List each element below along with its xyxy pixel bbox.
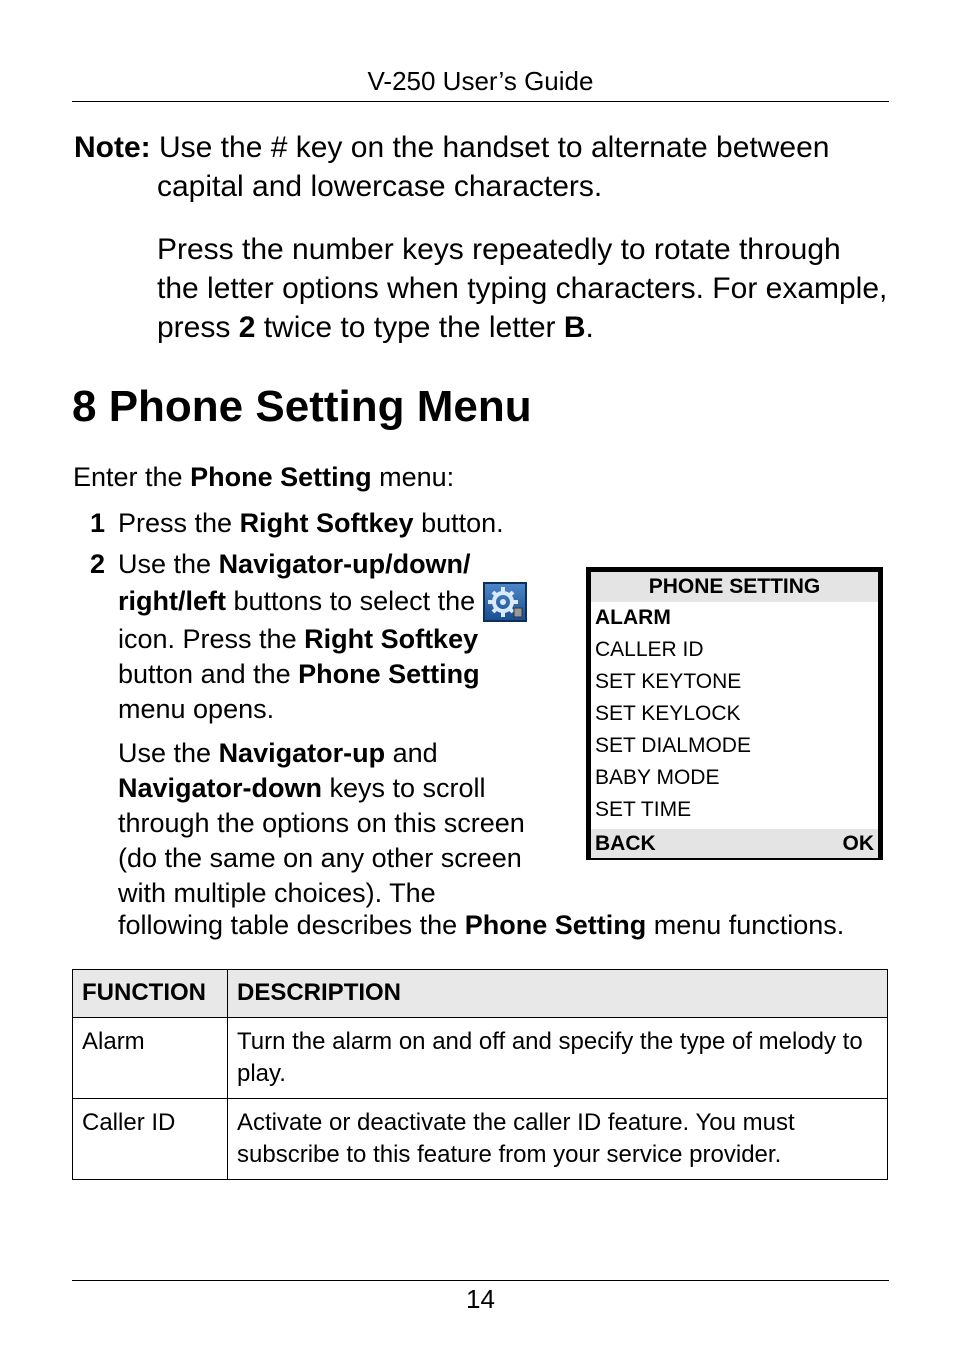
screen-menu-item-set-keytone[interactable]: SET KEYTONE [595,670,742,693]
step-menu-name: Phone Setting [298,659,480,689]
table-cell-description: Turn the alarm on and off and specify the type of melody to play. [228,1018,888,1099]
step-key: Navigator-down [118,773,323,803]
screen-menu-item-baby-mode[interactable]: BABY MODE [595,766,720,789]
step-key: Right Softkey [304,624,479,654]
step-text: menu functions. [646,910,845,940]
step-number: 2 [90,549,106,579]
note-text-part: Press the number keys repeatedly to rotate through the letter options when typing characters. For example, press [157,233,888,344]
step-text: Use the [118,738,219,768]
table-cell-function: Caller ID [73,1099,228,1180]
table-cell-description: Activate or deactivate the caller ID feature. You must subscribe to this feature from your service provider. [228,1099,888,1180]
step-text: Press the [118,508,240,538]
step-text: Use the [118,549,219,579]
step-text: keys to scroll through the options on this screen (do the same on any other screen with multiple choices). The [118,773,525,908]
ok-softkey[interactable]: OK [842,832,874,855]
step-text: icon. Press the [118,624,305,654]
step-number: 1 [90,508,106,538]
step-menu-name: Phone Setting [464,910,647,940]
step-text: following table describes the [118,910,465,940]
screen-menu-item-caller-id[interactable]: CALLER ID [595,638,704,661]
step-text: menu opens. [118,694,275,724]
intro-text: Enter the [73,462,191,492]
phone-setting-screen [586,567,883,860]
note-label: Note: [74,131,151,164]
section-title: 8 Phone Setting Menu [72,382,532,431]
step-key: Navigator-up/down/ right/left [118,549,471,616]
phone-setting-gear-icon [483,582,527,622]
back-softkey[interactable]: BACK [595,832,656,855]
screen-menu-item-set-time[interactable]: SET TIME [595,798,692,821]
screen-menu-item-alarm[interactable]: ALARM [595,606,671,629]
note-block [74,128,889,347]
step-1 [72,506,552,541]
step-2 [72,547,552,727]
page-header-title: V-250 User’s Guide [367,66,594,96]
step-text: button. [413,508,504,538]
step-key: Navigator-up [218,738,386,768]
note-text-part: twice to type the letter [255,311,564,344]
note-text-part: . [585,311,594,344]
note-first-paragraph [74,128,889,206]
screen-title: PHONE SETTING [591,572,878,602]
screen-menu-item-set-keylock[interactable]: SET KEYLOCK [595,702,741,725]
table-intro-line [118,910,844,941]
step-text: button and the [118,659,299,689]
section-intro [73,462,454,493]
intro-menu-name: Phone Setting [190,462,372,492]
step-key: Right Softkey [239,508,414,538]
intro-text: menu: [371,462,455,492]
table-header-description: DESCRIPTION [228,970,888,1018]
step-text: and [385,738,438,768]
header-divider [72,101,889,102]
function-table [72,969,888,1180]
page-number: 14 [466,1284,495,1314]
table-header-function: FUNCTION [73,970,228,1018]
note-text: Use the # key on the handset to alternate between capital and lowercase characters. [150,131,830,203]
table-row [73,1018,888,1099]
note-letter-b: B [563,311,586,344]
note-key-2: 2 [238,311,256,344]
note-second-paragraph [74,230,889,347]
screen-menu-item-set-dialmode[interactable]: SET DIALMODE [595,734,751,757]
step-2-continuation [72,736,552,911]
steps-list [72,506,552,911]
table-header-row [73,970,888,1018]
step-text: buttons to select the [226,586,476,616]
screen-softkey-bar [591,829,878,858]
table-cell-function: Alarm [73,1018,228,1099]
table-row [73,1099,888,1180]
footer-divider [72,1280,889,1281]
